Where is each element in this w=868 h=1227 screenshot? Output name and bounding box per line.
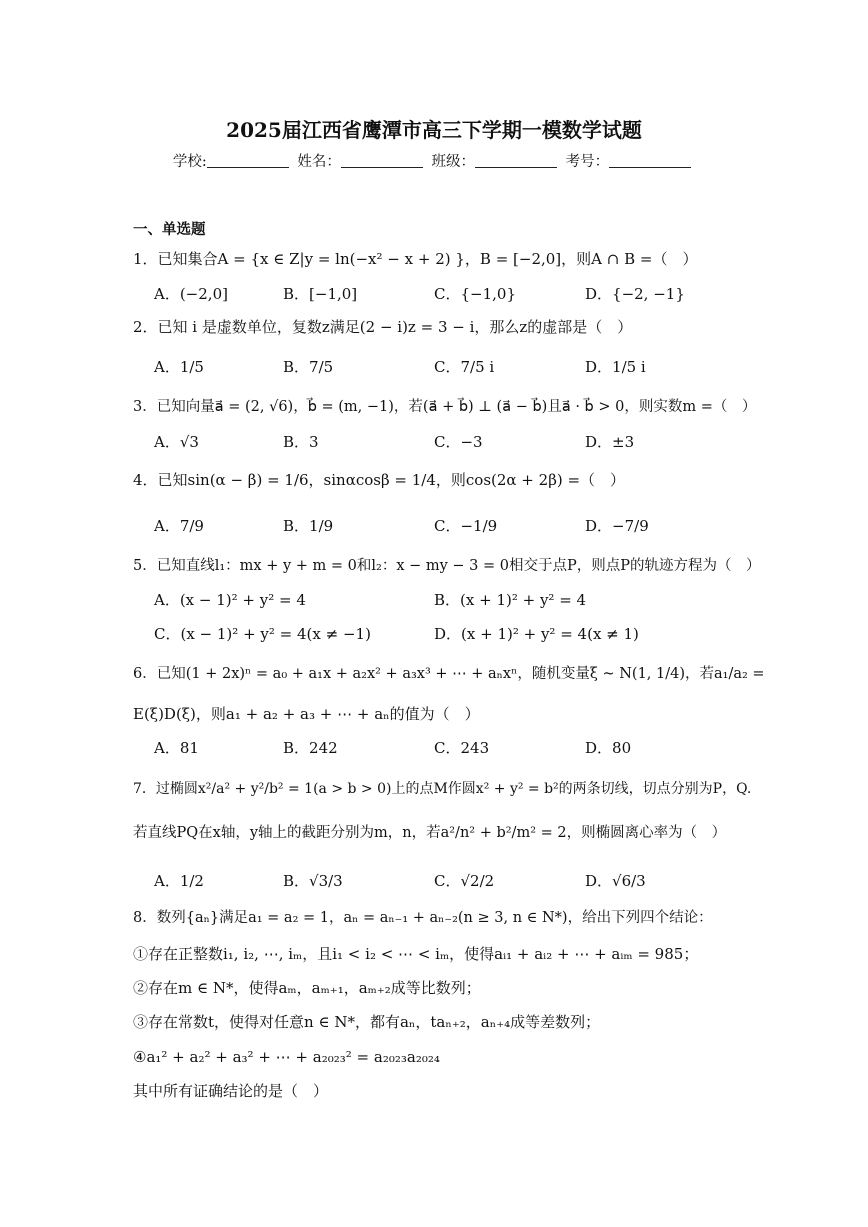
question-1-option-c: C．{−1,0} (434, 285, 516, 303)
question-6-stem-continued: E(ξ)D(ξ)，则a₁ + a₂ + a₃ + ⋯ + aₙ的值为（ ） (133, 705, 480, 723)
question-6-option-a: A．81 (154, 739, 199, 757)
question-2-option-c: C．7/5 i (434, 358, 495, 376)
question-1-option-d: D．{−2, −1} (585, 285, 685, 303)
question-5-option-a: A．(x − 1)² + y² = 4 (154, 591, 306, 609)
question-4-option-c: C．−1/9 (434, 517, 498, 535)
question-8-stem: 8．数列{aₙ}满足a₁ = a₂ = 1，aₙ = aₙ₋₁ + aₙ₋₂(n ≥ 3, n ∈ N*)，给出下列四个结论： (133, 910, 713, 926)
question-4-option-d: D．−7/9 (585, 517, 649, 535)
question-5-stem: 5．已知直线l₁：mx + y + m = 0和l₂：x − my − 3 = 0相交于点P，则点P的轨迹方程为（ ） (133, 558, 761, 574)
exam-no-label: 考号： (565, 154, 610, 170)
class-label: 班级： (431, 154, 475, 170)
question-3-option-a: A．√3 (154, 433, 199, 451)
question-3-option-d: D．±3 (585, 433, 635, 451)
question-1-option-b: B．[−1,0] (283, 285, 358, 303)
question-5-option-c: C．(x − 1)² + y² = 4(x ≠ −1) (154, 625, 371, 643)
question-4-stem: 4．已知sin(α − β) = 1/6，sinαcosβ = 1/4，则cos(2α + 2β) =（ ） (133, 471, 626, 489)
exam-no-blank (609, 153, 691, 168)
question-7-option-c: C．√2/2 (434, 872, 495, 890)
school-blank (207, 153, 289, 168)
question-8-statement-3: ③存在常数t，使得对任意n ∈ N*，都有aₙ，taₙ₊₂，aₙ₊₄成等差数列； (133, 1013, 601, 1031)
page-title: 2025届江西省鹰潭市高三下学期一模数学试题 (226, 118, 642, 142)
question-8-statement-4: ④a₁² + a₂² + a₃² + ⋯ + a₂₀₂₃² = a₂₀₂₃a₂₀₂₄ (133, 1048, 440, 1066)
question-4-option-a: A．7/9 (154, 517, 204, 535)
question-5-option-b: B．(x + 1)² + y² = 4 (434, 591, 587, 609)
question-8-prompt: 其中所有证确结论的是（ ） (133, 1082, 329, 1100)
question-4-option-b: B．1/9 (283, 517, 334, 535)
class-blank (475, 153, 557, 168)
question-1-stem: 1．已知集合A = {x ∈ Z|y = ln(−x² − x + 2) }，B = [−2,0]，则A ∩ B =（ ） (133, 250, 698, 268)
question-6-option-c: C．243 (434, 739, 490, 757)
question-7-option-d: D．√6/3 (585, 872, 646, 890)
student-info-line (0, 152, 868, 172)
question-5-option-d: D．(x + 1)² + y² = 4(x ≠ 1) (434, 625, 639, 643)
question-6-option-d: D．80 (585, 739, 632, 757)
question-7-stem-continued: 若直线PQ在x轴，y轴上的截距分别为m，n，若a²/n² + b²/m² = 2，则椭圆离心率为（ ） (133, 825, 727, 841)
question-3-option-b: B．3 (283, 433, 319, 451)
question-7-option-b: B．√3/3 (283, 872, 343, 890)
name-label: 姓名： (297, 154, 341, 170)
question-7-stem: 7．过椭圆x²/a² + y²/b² = 1(a > b > 0)上的点M作圆x² + y² = b²的两条切线，切点分别为P，Q. (133, 781, 752, 797)
question-6-option-b: B．242 (283, 739, 338, 757)
question-1-option-a: A．(−2,0] (154, 285, 228, 303)
question-2-option-a: A．1/5 (154, 358, 204, 376)
name-blank (341, 153, 423, 168)
question-2-option-d: D．1/5 i (585, 358, 646, 376)
question-8-statement-1: ①存在正整数i₁, i₂, ⋯, iₘ，且i₁ < i₂ < ⋯ < iₘ，使得aᵢ₁ + aᵢ₂ + ⋯ + aᵢₘ = 985； (133, 945, 699, 963)
school-label: 学校: (172, 154, 207, 170)
section-heading: 一、单选题 (133, 221, 206, 238)
question-2-stem: 2．已知 i 是虚数单位，复数z满足(2 − i)z = 3 − i，那么z的虚部是（ ） (133, 318, 633, 336)
question-3-stem: 3．已知向量a⃗ = (2, √6)，b⃗ = (m, −1)，若(a⃗ + b⃗) ⊥ (a⃗ − b⃗)且a⃗ · b⃗ > 0，则实数m =（ ） (133, 399, 757, 415)
question-6-stem: 6．已知(1 + 2x)ⁿ = a₀ + a₁x + a₂x² + a₃x³ + ⋯ + aₙxⁿ，随机变量ξ ~ N(1, 1/4)，若a₁/a₂ = (133, 666, 765, 682)
question-3-option-c: C．−3 (434, 433, 483, 451)
question-8-statement-2: ②存在m ∈ N*，使得aₘ，aₘ₊₁，aₘ₊₂成等比数列； (133, 979, 481, 997)
question-7-option-a: A．1/2 (154, 872, 204, 890)
question-2-option-b: B．7/5 (283, 358, 334, 376)
